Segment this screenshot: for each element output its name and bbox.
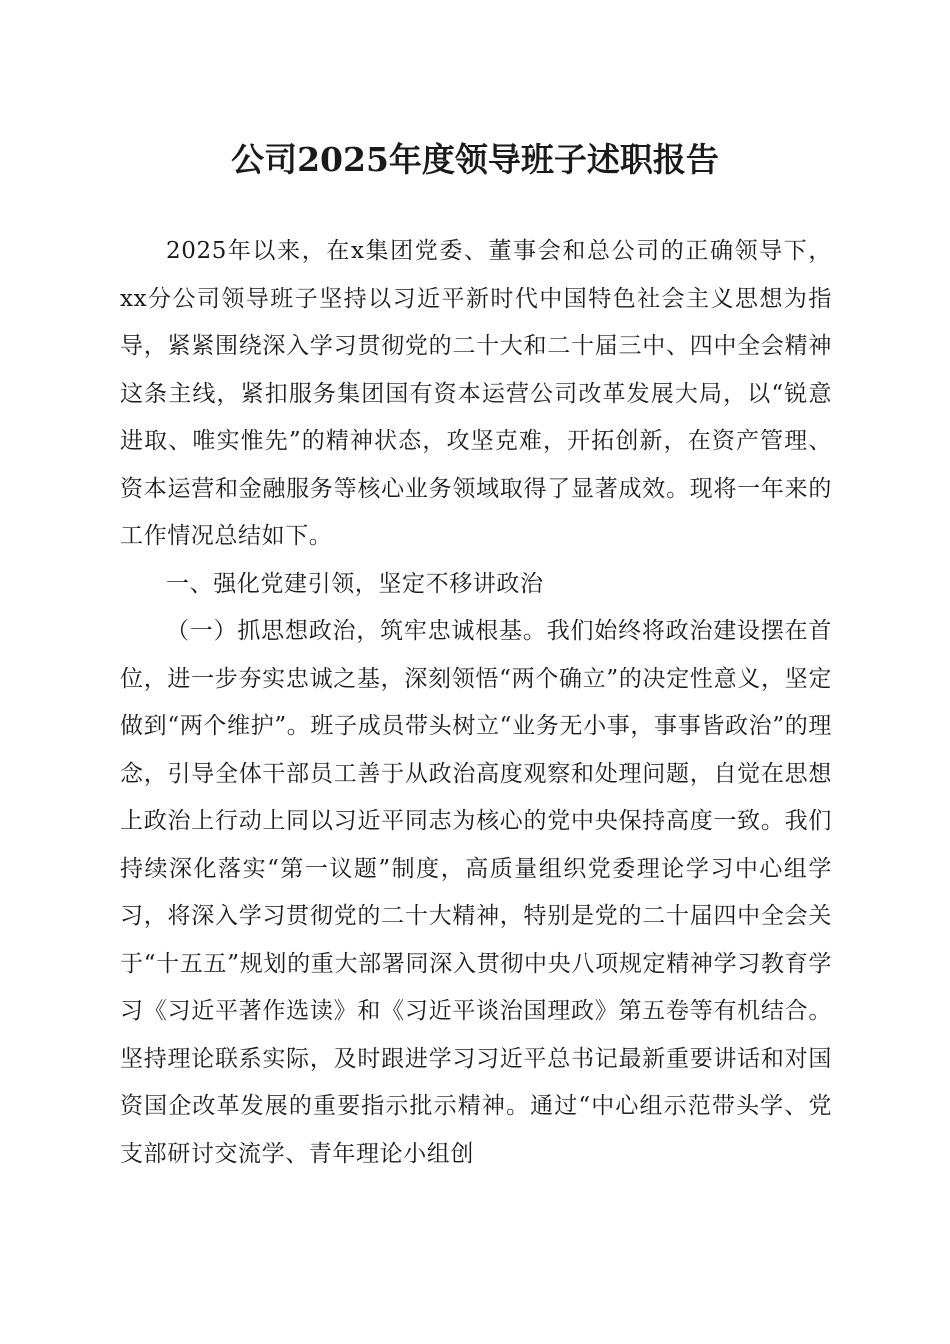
document-title: 公司2025年度领导班子述职报告	[231, 140, 719, 179]
section-heading-1: 一、强化党建引领，坚定不移讲政治	[166, 570, 544, 597]
intro-paragraph: 2025年以来，在x集团党委、董事会和总公司的正确领导下，xx分公司领导班子坚持以习近平新时代中国特色社会主义思想为指导，紧紧围绕深入学习贯彻党的二十大和二十届三中、四中全会精神这条主线，紧扣服务集团国有资本运营公司改革发展大局，以“锐意进取、唯实惟先”的精神状态，攻坚克难，开拓创新，在资产管理、资本运营和金融服务等核心业务领域取得了显著成效。现将一年来的工作情况总结如下。	[120, 238, 832, 549]
document-body	[120, 228, 832, 1178]
subsection-lead: （一）抓思想政治，筑牢忠诚根基。	[166, 618, 547, 644]
subsection-paragraph-1	[120, 608, 832, 1178]
subsection-body: 我们始终将政治建设摆在首位，进一步夯实忠诚之基，深刻领悟“两个确立”的决定性意义，坚定做到“两个维护”。班子成员带头树立“业务无小事，事事皆政治”的理念，引导全体干部员工善于从政治高度观察和处理问题，自觉在思想上政治上行动上同以习近平同志为核心的党中央保持高度一致。我们持续深化落实“第一议题”制度，高质量组织党委理论学习中心组学习，将深入学习贯彻党的二十大精神，特别是党的二十届四中全会关于“十五五”规划的重大部署同深入贯彻中央八项规定精神学习教育学习《习近平著作选读》和《习近平谈治国理政》第五卷等有机结合。坚持理论联系实际，及时跟进学习习近平总书记最新重要讲话和对国资国企改革发展的重要指示批示精神。通过“中心组示范带头学、党支部研讨交流学、青年理论小组创	[120, 618, 833, 1167]
